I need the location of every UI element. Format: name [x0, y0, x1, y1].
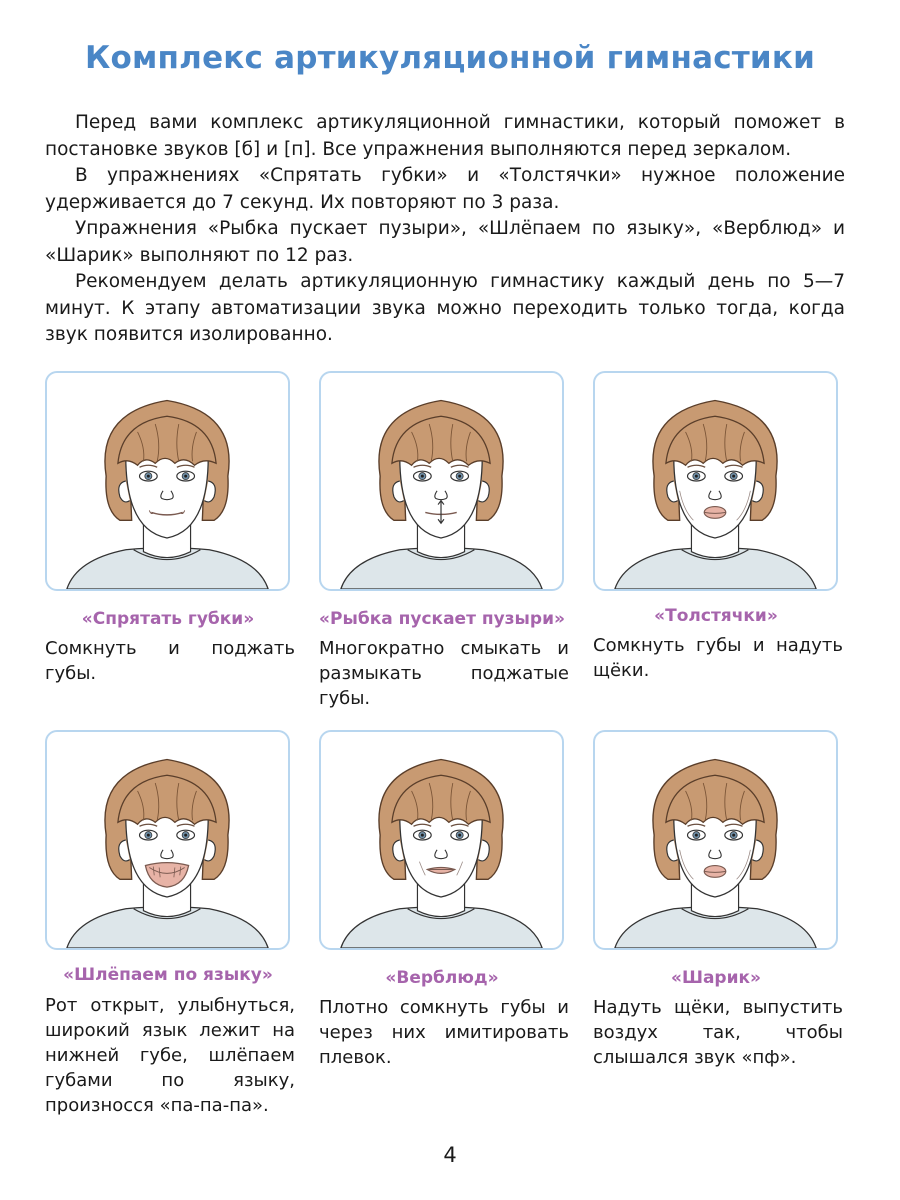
exercise-illustration-1	[45, 371, 290, 591]
intro-paragraph-2: В упражнениях «Спрятать губки» и «Толстячки» нужное положение удерживается до 7 секунд. Их повторяют по 3 раза.	[45, 165, 845, 213]
child-face-illustration	[321, 732, 562, 948]
intro-paragraph-1: Перед вами комплекс артикуляционной гимнастики, который поможет в постановке звуков [б] и [п]. Все упражнения выполняются перед зеркалом.	[45, 112, 845, 160]
intro-text	[45, 110, 845, 349]
child-face-illustration	[595, 373, 836, 589]
exercise-illustration-4	[45, 730, 290, 950]
exercise-description-3: Сомкнуть губы и надуть щёки.	[593, 635, 843, 681]
exercise-illustration-5	[319, 730, 564, 950]
exercise-description-2: Многократно смыкать и размыкать поджатые губы.	[319, 638, 569, 709]
exercise-title-6: «Шарик»	[670, 968, 762, 988]
exercise-title-1: «Спрятать губки»	[81, 609, 255, 629]
child-face-illustration	[595, 732, 836, 948]
child-face-illustration	[47, 732, 288, 948]
intro-paragraph-3: Упражнения «Рыбка пускает пузыри», «Шлёпаем по языку», «Верблюд» и «Шарик» выполняют по 12 раз.	[45, 218, 845, 266]
child-face-illustration	[321, 373, 562, 589]
exercise-title-4: «Шлёпаем по языку»	[63, 965, 273, 985]
exercise-title-2: «Рыбка пускает пузыри»	[319, 609, 565, 629]
exercise-description-5: Плотно сомкнуть губы и через них имитировать плевок.	[319, 997, 569, 1068]
page-number: 4	[443, 1143, 457, 1167]
intro-paragraph-4: Рекомендуем делать артикуляционную гимнастику каждый день по 5—7 минут. К этапу автоматизации звука можно переходить только тогда, когда звук появится изолированно.	[45, 271, 845, 345]
exercise-illustration-6	[593, 730, 838, 950]
exercise-description-1: Сомкнуть и поджать губы.	[45, 638, 295, 684]
child-face-illustration	[47, 373, 288, 589]
exercise-illustration-3	[593, 371, 838, 591]
exercise-title-3: «Толстячки»	[654, 606, 778, 626]
exercise-title-5: «Верблюд»	[385, 968, 499, 988]
exercise-description-4: Рот открыт, улыбнуться, широкий язык лежит на нижней губе, шлёпаем губами по языку, произносся «па-па-па».	[45, 995, 295, 1116]
page-title: Комплекс артикуляционной гимнастики	[84, 40, 816, 76]
exercise-illustration-2	[319, 371, 564, 591]
exercise-description-6: Надуть щёки, выпустить воздух так, чтобы слышался звук «пф».	[593, 997, 843, 1068]
